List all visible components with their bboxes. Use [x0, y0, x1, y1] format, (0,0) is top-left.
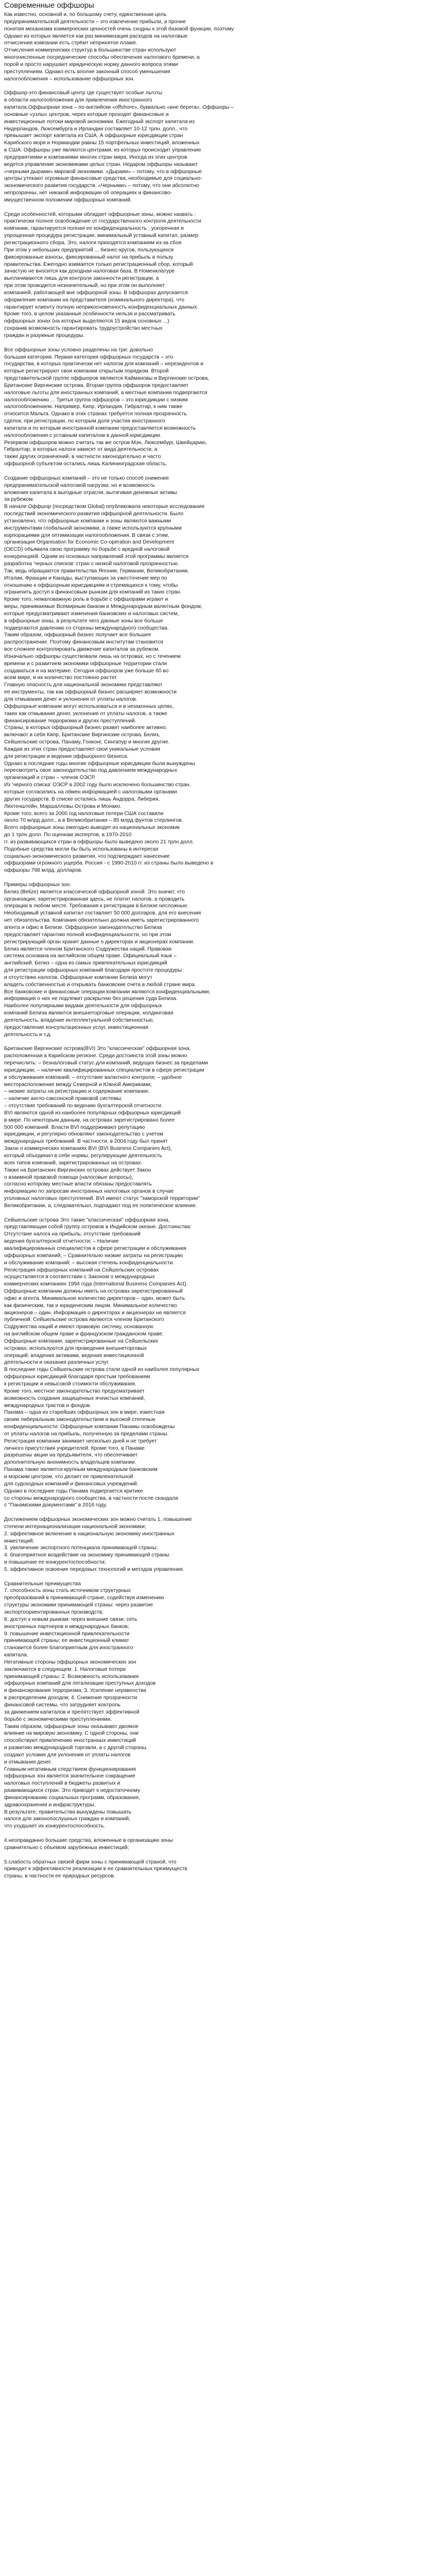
text-line: В результате, правительства вынуждены повышать — [4, 1809, 132, 1815]
text-line: все сложнее контролировать движение капиталов за рубежом. — [4, 647, 160, 653]
text-line: Панама также является крупным международным банковским — [4, 1467, 158, 1473]
text-line: агента и офис в Белизе. Оффшорное законодательство Белиза — [4, 925, 162, 930]
text-line: 3. увеличение экспортного потенциала принимающей страны; — [4, 1545, 158, 1551]
text-line: Изначально оффшоры существовали лишь на островах, но с течением — [4, 653, 181, 659]
text-line: информацию по запросам иностранных налоговых органов в случае — [4, 1189, 174, 1195]
text-line: Белиз (Belize) является классической оффшорной зоной. Это значит, что — [4, 889, 185, 895]
text-line: конфиденциальности. Оффшорные компании Панамы освобождены — [4, 1424, 175, 1430]
text-line: Британские Виргинские острова. Вторая группа оффшоров предоставляет — [4, 382, 188, 388]
text-line: Достижением оффшорных экономических зон можно считать 1, повышение — [4, 1517, 192, 1523]
text-line: организаций и стран – членов ОЭСР. — [4, 775, 96, 781]
text-line: гарантирует клиенту полную неприкосновенность конфиденциальных данных. — [4, 304, 199, 310]
text-line: становится более благоприятным для иностранного — [4, 1645, 133, 1651]
text-line: капитала. — [4, 1652, 28, 1658]
text-line: уголовных налоговых преступлений. BVI имеют статус "заморской территории" — [4, 1196, 200, 1202]
text-line: налогообложения с уставным капиталом в данной юрисдикции. — [4, 432, 162, 438]
text-line: возможность создания защищенных ячеистых компаний, — [4, 1395, 145, 1401]
text-line: 2. эффективное включение в национальную экономику иностранных — [4, 1531, 175, 1537]
text-line: подвергаются давлению со стороны международного сообщества. — [4, 625, 169, 631]
text-line: таких как отмывание денег, уклонение от уплаты налогов, а также — [4, 710, 167, 717]
text-line: как физическим, так и юридическим лицом. Минимальное количество — [4, 1302, 177, 1309]
text-line: месторасположение между Северной и Южной Америками; — [4, 1081, 152, 1088]
paragraph — [4, 1837, 432, 1852]
text-line: ее инструменты, так как оффшорный бизнес расширяет возможности — [4, 689, 177, 696]
text-line: оффшорных зонах (на которых выделяются 15 видов основных ...) — [4, 318, 169, 325]
text-line: 7. способность зоны стать источником структурных — [4, 1588, 131, 1594]
text-line: офис и агента. Минимальное количество директоров – один, может быть — [4, 1295, 185, 1301]
text-line: которые согласились на обмен информацией с налоговыми органами — [4, 789, 177, 795]
text-line: «черными дырами» мировой экономики. «Дыраии» – потому, что в оффшорные — [4, 168, 202, 175]
text-line: налогообложения – использование оффшорных зон. — [4, 76, 135, 82]
paragraph — [4, 347, 432, 468]
text-line: основные «узлы» центров, через которые проходят финансовые и — [4, 111, 169, 117]
text-line: финансовой системы, что затрудняет контроль — [4, 1702, 121, 1708]
text-line: которые предусматривают изменения банковских и налоговых систем, — [4, 611, 179, 617]
text-line: представляющая собой группу островов в Индийском океане. Достоинства: — [4, 1224, 191, 1230]
text-line: Регистрация оффшорных компаний на Сейшельских островах — [4, 1267, 159, 1273]
text-line: организация Organisation for Economic Co-operation and Development — [4, 539, 174, 546]
text-line: разрешены акции на предъявителя, что обеспечивает — [4, 1452, 138, 1459]
text-line: Подобные средства могли бы быть использованы в интересах — [4, 846, 159, 852]
text-line: налогообложению ... Третья группа оффшоров – это юрисдикции с низким — [4, 397, 188, 403]
text-line: Италии, Франции и Канады, выступающих за ужесточение мер по — [4, 575, 167, 581]
paragraph — [4, 1045, 432, 1209]
text-line: Все банковские и финансовые операции компании являются конфиденциальными, — [4, 989, 211, 995]
text-line: создаваться и на материке. Сегодня оффшоров уже больше 60 во — [4, 668, 169, 674]
text-line: принимающей страны: ее инвестиционный климат — [4, 1638, 129, 1644]
text-line: компании, гарантируется полная ее конфиденциальность ; ускоренная и — [4, 226, 184, 232]
text-line: понятия механизма коммерческих ценностей очень сходны к этой базовой функции, поэтому — [4, 26, 234, 32]
text-line: Оффшор-это финансовый центр где существует особые льготы — [4, 90, 163, 96]
text-line: конкуренцией. Одним из основных направлений этой программы является — [4, 554, 189, 560]
text-line: регистрирующий орган хранит данные о директорах и акционерах компании. — [4, 939, 195, 945]
text-line: Кроме того, в целом указанные особенности нельзя и рассматривать — [4, 311, 176, 317]
text-line: Страны, в которых оффшорный бизнес развит наиболее активно, — [4, 725, 167, 731]
text-line: практически полное освобождение от государственного контроля деятельности — [4, 218, 201, 225]
text-line: распространение. Поэтому финансовым институтам становится — [4, 639, 163, 646]
text-line: со стороны международного сообщества, в частности после скандала — [4, 1495, 178, 1501]
text-line: Сейшельские острова Это также "классическая" оффшорная зона, — [4, 1217, 170, 1223]
text-line: международных трастов и фондов. — [4, 1402, 92, 1409]
text-line: установлено, что оффшорные компании и зоны являются важными — [4, 518, 171, 524]
text-line: налоговые льготы для иностранных компаний, а местные компании подвергаются — [4, 389, 207, 396]
text-line: В последние годы Сейшельские острова стали одной из наиболее популярных — [4, 1367, 200, 1373]
text-line: инструментами глобальной экономики, а также используются крупными — [4, 525, 182, 531]
text-line: и повышение ее конкурентоспособности; — [4, 1560, 106, 1566]
text-line: Всего оффшорные зоны ежегодно выводят из национальных экономик — [4, 825, 180, 831]
text-line: 9. повышение инвестиционной привлекательности — [4, 1631, 130, 1637]
text-line: Как известно, основной и, по большому счету, единственная цель — [4, 12, 167, 18]
paragraph — [4, 882, 432, 1039]
text-line: в оффшорные зоны, в результате чего данные зоны все больше — [4, 618, 163, 624]
text-line: сравнительно с объемом зарубежных инвестиций; — [4, 1844, 129, 1851]
text-line: пересмотреть свое законодательство под давлением международных — [4, 768, 178, 774]
text-line: большая категория. Первая категория оффшорных государств – это — [4, 354, 173, 360]
text-line: Главную опасность для национальной экономики представляют — [4, 682, 163, 688]
text-line: финансирование терроризма и других преступлений. — [4, 718, 136, 724]
text-line: отчисления компании есть стрёмт непринятое пламя. — [4, 40, 137, 46]
text-line: меры, принимаемые Всемирным банком и Международным валютным фондом, — [4, 604, 202, 610]
text-line: правительства. Ежегодно взимается только регистрационный сбор, который — [4, 261, 193, 267]
text-line: – отсутствие требований по ведению бухгалтерской отчетности. — [4, 1103, 163, 1109]
text-line: вложения капитала в выгодные отрасли, вытягивая денежные активы — [4, 489, 177, 496]
text-line: гг. из развивающихся стран в оффшоры было выведено около 21 трлн долл. — [4, 839, 194, 845]
text-line: осуществляется в соответствии с Законом о международных — [4, 1274, 155, 1280]
text-line: Оффшорные компании, зарегистрированные на Сейшельских — [4, 1338, 159, 1344]
text-line: международных требований. В частности, в 2004 году был принят — [4, 1139, 168, 1145]
text-line: В начале Оффшор (посредством Global) опубликовала некоторые исследования — [4, 504, 204, 510]
text-line: имущественном положении оффшорных компаний. — [4, 197, 132, 203]
text-line: Панама – одна из старейших оффшорных зон в мире, известная — [4, 1410, 165, 1416]
text-line: иностранных партнеров и международных банков; — [4, 1623, 129, 1630]
paragraph — [4, 90, 432, 204]
text-line: нет обязательства. Компания обязательно должна иметь зарегистрированного — [4, 918, 199, 924]
text-line: превышает экспорт капитала из США. А оффшорные юрисдикции стран — [4, 133, 183, 139]
text-line: для отмывания денег и уклонения от уплаты налогов. — [4, 697, 137, 702]
text-line: принимающей страны; 2. Возможность использования — [4, 1673, 139, 1680]
text-line: представительской группе оффшоров являются Каймановы и Виргинские острова, — [4, 376, 210, 382]
text-line: Нидерландов, Люксембурга и Ирландии составляет 10-12 трлн. долл., что — [4, 126, 188, 132]
text-line: и обслуживание компаний; – высокая степень конфиденциальности. — [4, 1260, 175, 1266]
text-line: корпорациями для оптимизации налогообложения. В связи с этим, — [4, 532, 169, 538]
text-line: Регистрация компании занимает несколько дней и не требует — [4, 1438, 157, 1444]
text-line: Отчисления коммерческих структур в большинстве стран используют — [4, 47, 177, 54]
text-line: за рубежом. — [4, 497, 34, 503]
text-line: организация, зарегистрированная здесь, не платит налогов, а проводить — [4, 896, 185, 902]
text-line: юрисдикции; – наличие квалифицированных специалистов в сфере регистрации — [4, 1067, 204, 1073]
text-line: сохранив возможность гарантировать трудоустройство местных — [4, 326, 163, 332]
text-line: включают в себя Кипр, Британские Виргинские острова, Белиз, — [4, 732, 160, 738]
text-line: Лихтенштейн, Маршалловы Острова и Монако. — [4, 803, 121, 809]
text-line: последствий экономического развития оффшорной деятельности. Было — [4, 511, 184, 517]
text-line: государства, в которых практически нет налогов для компаний – нерезидентов и — [4, 361, 203, 367]
paragraph — [4, 1217, 432, 1510]
text-line: заключаются в следующем: 1. Налоговые потери — [4, 1666, 126, 1672]
text-line: экспортоориентированных производств; — [4, 1609, 104, 1615]
text-line: предприятиями и компаниями многих стран мира. Иногда из этих центров — [4, 154, 187, 160]
text-line: также других ограничений, в частности законодательно и часто — [4, 454, 161, 460]
text-line: оффшорами огромного ущерба. Россия - с 1990-2010 гг. из страны было выведено в — [4, 860, 214, 867]
text-line: от уплаты налогов на прибыль, полученную за пределами страны. — [4, 1431, 169, 1437]
text-line: Среди особенностей, которыми обладает оффшорные зоны, можно назвать : — [4, 211, 196, 217]
paragraph — [4, 211, 432, 340]
text-line: структуры экономики принимающей страны: через развитие — [4, 1602, 153, 1608]
text-line: Белиз является членом Британского Содружества наций. Правовая — [4, 946, 172, 952]
text-line: Закон о коммерческих компаниях BVI (BVI Business Companies Act), — [4, 1146, 172, 1152]
text-line: Кроме того, местное законодательство предусматривает — [4, 1388, 145, 1394]
text-line: налоги для законопослушных граждан и компаний, — [4, 1816, 131, 1822]
text-line: способствуют привлечению иностранных инвестиций — [4, 1738, 136, 1744]
text-line: личного присутствия учредителей. Кроме того, в Панаме — [4, 1445, 145, 1451]
paragraph — [4, 475, 432, 874]
text-line: инвестиционные потоки мировой экономики. Ежегодный экспорт капитала из — [4, 118, 195, 125]
text-line: финансированию социальных программ, образования, — [4, 1794, 140, 1801]
text-line: предпринимательской деятельности – это извлечение прибыли, а прочие — [4, 19, 186, 25]
text-line: отношению к оффшорным юрисдикциям и стремящихся к тому, чтобы — [4, 582, 178, 588]
text-line: в распределении доходов; 4. Снижение прозрачности — [4, 1695, 137, 1701]
text-line: при этом проводится незначительный, но при этом он выполняет — [4, 283, 165, 289]
text-line: 4.неоправданно большие средства, вложенные в организацию зоны — [4, 1838, 173, 1843]
page-title: Современные оффшоры — [4, 1, 94, 10]
text-line: развивающихся стран. Это приводит к недостаточному — [4, 1788, 141, 1794]
text-line: островах, используются для проведения внешнеторговых — [4, 1345, 147, 1351]
text-line: Резервом оффшоров можно считать так же остров Мэн, Люксембург, Швейцарию, — [4, 439, 207, 446]
paragraph — [4, 1859, 432, 1880]
text-line: граждан и разумные процедуры. — [4, 332, 85, 338]
text-line: страны, в частности ее природных ресурсов. — [4, 1873, 115, 1879]
text-line: до 1 трлн долл. По оценкам экспертов, в 1970-2010 — [4, 832, 132, 838]
text-line: для судоходных компаний и финансовых учреждений. — [4, 1481, 138, 1487]
text-line: непрозрачны, нет никакой информации об операциях и финансово- — [4, 190, 172, 196]
text-line: разработка 'черных списков' стран с низкой налоговой прозрачностью. — [4, 561, 179, 567]
text-line: налоговых поступлений в бюджеты развитых и — [4, 1781, 120, 1787]
text-line: фиксированные взносы, фиксированный налог на прибыль в пользу — [4, 254, 173, 260]
text-line: капитала.Оффшорная зона – по-английски «offshore», буквально «вне берега». Оффшоры – — [4, 104, 234, 110]
text-line: экономического развития государств. «Черными» – потому, что они абсолютно — [4, 183, 199, 189]
text-line: и отмывания денег. — [4, 1759, 52, 1765]
text-line: Необходимый уставной капитал составляет 50 000 долларов, для его внесения — [4, 910, 201, 917]
text-line: за движением капиталов и препятствует эффективной — [4, 1709, 139, 1715]
text-line: капитала и по которым иностранной компании предоставляется возможность — [4, 425, 196, 431]
text-line: ведется управление экономиками целых стран. Недаром оффшоры называют — [4, 161, 198, 167]
text-line: коммерческих компаниях 1994 года (International Business Companies Act). — [4, 1281, 188, 1287]
text-line: Однако из которых является как раз минимизация расходов на налоговые — [4, 33, 188, 39]
text-line: здравоохранения и инфраструктуры. — [4, 1802, 96, 1808]
text-line: деятельность и т.д. — [4, 1031, 52, 1038]
text-line: 8. доступ к новым рынкам: через внешние связи, сеть — [4, 1616, 137, 1622]
text-line: Наиболее популярными видами деятельности для оффшорных — [4, 1003, 162, 1009]
text-line: регистрационного сбора. Это, налоги приходятся компаниям из-за сбоя — [4, 240, 182, 246]
text-line: порой и просто нарушают юридическую норму данного вопроса этими — [4, 61, 178, 67]
text-line: Великобритании, а, следовательно, подпадают под ее политическое влияние. — [4, 1202, 197, 1209]
text-line: социально-экономического развития, что подтверждает нанесение — [4, 853, 170, 859]
text-line: BVI являются одной из наиболее популярных оффшорных юрисдикций — [4, 1110, 181, 1116]
text-line: Оффшорные компании могут использоваться и в незаконных целях, — [4, 703, 174, 709]
text-line: – наличие англо-саксонской правовой системы; — [4, 1096, 123, 1102]
text-line: налогообложением. Например, Кипр, Ирландия, Гибралтар, к ним также — [4, 404, 183, 410]
text-line: квалифицированных специалистов в сфере регистрации и обслуживания — [4, 1245, 186, 1251]
text-line: всем мире, и их количество постоянно растет. — [4, 675, 118, 681]
text-line: дополнительную анонимность владельцев компании. — [4, 1460, 136, 1466]
paragraph — [4, 1516, 432, 1573]
text-line: других государств. В списке остались лишь Андорра, Либерия, — [4, 796, 160, 802]
text-line: оффшоры 798 млрд. долларов. — [4, 868, 83, 874]
text-line: Содружества наций и имеют правовую систему, основанную — [4, 1324, 154, 1330]
text-line: публичной. Сейшельские острова являются членом Британского — [4, 1317, 164, 1323]
text-line: преступлениям. Однако есть вполне законный способ уменьшения — [4, 69, 170, 75]
text-line: оффшорных компаний для легализации преступных доходов — [4, 1681, 156, 1687]
text-line: выплачиваются лишь для контроля законности регистрации, а — [4, 276, 159, 282]
text-line: Все оффшорные зоны условно разделены на три: довольно — [4, 347, 153, 353]
text-line: оффшорной субъектом остались лишь Калининградская область. — [4, 461, 167, 467]
text-line: предоставляет гарантию полной конфиденциальности, но при этом — [4, 931, 171, 938]
text-line: информация о них не подлежит раскрытию без решения суда Белиза. — [4, 996, 178, 1002]
text-line: инвестиций; — [4, 1538, 34, 1544]
text-line: Также на Британских Виргинских островах действует Закон — [4, 1167, 151, 1173]
text-line: Каждая из этих стран предоставляет свои уникальные условия — [4, 746, 161, 752]
text-line: Из 'черного списка' ОЭСР в 2002 году было исключено большинство стран, — [4, 782, 191, 788]
text-line: своим либеральным законодательством и высокой степенью — [4, 1417, 155, 1423]
text-line: приводит к эффективности реализации в ее сравнительных преимуществ — [4, 1866, 187, 1872]
text-line: зачастую не вносится как доходная налоговая база. В Номенклатуре — [4, 268, 175, 275]
text-line: операции в любом месте. Требования к регистрации в Белизе несложные. — [4, 903, 189, 909]
text-line: около 70 млрд долл., а в Великобритании – 85 млрд фунтов стерлингов. — [4, 818, 183, 824]
text-line: При этом у небольших предприятий ... бизнес-кругов, пользующихся — [4, 247, 174, 253]
text-line: ведения бухгалтерской отчетности; – Наличие — [4, 1239, 119, 1245]
text-line: в области налогообложения для привлечения иностранного — [4, 97, 152, 104]
text-line: сделок, при регистрации, по которым доля участия иностранного — [4, 418, 165, 425]
text-line: который объединил в себе нормы, регулирующие деятельность — [4, 1153, 162, 1159]
text-line: акционеров – один. Информация о директорах и акционерах не является — [4, 1310, 186, 1316]
text-line: упрощенная процедура регистрации; минимальный уставный капитал, размер — [4, 233, 199, 239]
text-line: расположенная в Карибском регионе. Среди достоинств этой зоны можно — [4, 1053, 187, 1059]
text-line: перечислить: – безналоговый статус для компаний, ведущих бизнес за пределами — [4, 1060, 208, 1066]
text-line: компаний Белиза являются внешнеторговые операции, холдинговая — [4, 1010, 173, 1016]
text-line: с "Панамскими документами" в 2016 году. — [4, 1502, 108, 1509]
paragraph — [4, 1581, 432, 1831]
text-line: времени и с развитием экономики оффшорные территории стали — [4, 660, 167, 667]
text-line: Гибралтар, в которых налоги зависят от вида деятельности, а — [4, 447, 158, 453]
text-line: степени интернационализации национальной экономики; — [4, 1523, 146, 1530]
text-line: для регистрации и ведения оффшорного бизнеса. — [4, 753, 129, 759]
text-line: которые регистрируют свои компании открытым порядком. Второй — [4, 368, 169, 375]
text-line: Кроме того, немаловажную роль в борьбе с оффшорами играют и — [4, 597, 168, 603]
text-line: ограничить доступ к финансовым рынкам для компаний из таких стран. — [4, 589, 182, 596]
text-line: 500 000 компаний. Власти BVI поддерживают репутацию — [4, 1124, 145, 1130]
text-line: Так, ведь обращаются правительства Японии, Германии, Великобритании, — [4, 568, 189, 574]
text-line: Примеры оффшорных зон. — [4, 882, 72, 888]
text-line: согласно которому местные власти обязаны предоставлять — [4, 1181, 152, 1188]
paragraph — [4, 11, 432, 82]
text-line: деятельность, владение интеллектуальной собственностью, — [4, 1017, 154, 1023]
text-line: преобразований в принимающей стране, содействуя изменению — [4, 1595, 164, 1601]
text-line: Таким образом, оффшорный бизнес получает все большее — [4, 632, 151, 638]
text-line: и развитию международной торговли, а с другой стороны, — [4, 1745, 148, 1751]
text-line: 4. благоприятное воздействие на экономику принимающей страны — [4, 1552, 169, 1558]
text-line: – низкие затраты на регистрацию и содержание компании; — [4, 1089, 149, 1095]
text-line: юрисдикции, и регулярно обновляют законодательство с учетом — [4, 1131, 163, 1138]
text-line: Отсутствие налога на прибыль; отсутствие требований — [4, 1231, 141, 1238]
text-line: Главным негативным следствием функционирования — [4, 1766, 136, 1772]
text-line: и отсутствию налогов. Оффшорные компании Белиза могут — [4, 974, 152, 980]
text-line: оффшорных юрисдикций благодаря простым требованиям — [4, 1374, 150, 1380]
text-line: Таким образом, оффшорные зоны оказывают двоякое — [4, 1723, 139, 1730]
text-line: Оффшорные компании должны иметь на островах зарегистрированный — [4, 1289, 183, 1295]
text-line: английский. Белиз – одна из самых привлекательных юрисдикций — [4, 960, 167, 967]
text-line: влияние на мировую экономику. С одной стороны, они — [4, 1731, 139, 1737]
text-line: всех типов компаний, зарегистрированных на островах. — [4, 1160, 143, 1166]
text-line: оффшорных компаний; – Сравнительно низкие затраты на регистрацию — [4, 1252, 183, 1259]
text-line: Карибского моря и Нормандии равны 15 портфельных инвестиций, вложенных — [4, 140, 200, 146]
text-line: (OECD) объявила свою программу по борьбе с вредной налоговой — [4, 547, 170, 553]
text-line: центры утекают огромные финансовые средства, необходимые для социально- — [4, 176, 202, 182]
text-line: операций, владения активами, ведения инвестиционной — [4, 1352, 144, 1359]
text-line: владеть собственностью и открывать банковские счета в любой стране мира. — [4, 981, 196, 988]
text-line: Сравнительные преимущества — [4, 1581, 81, 1587]
text-line: к регистрации и невысокой стоимости обслуживания. — [4, 1381, 136, 1387]
text-line: относится Мальта. Однако в этих странах требуется полная прозрачность — [4, 411, 187, 417]
text-line: система основана на английском общем праве. Официальный язык – — [4, 953, 177, 959]
text-line: Сейшельские острова, Панаму, Гонконг, Сингапур и многие другие. — [4, 739, 170, 745]
text-line: предоставление консультационных услуг, инвестиционная — [4, 1024, 148, 1030]
text-line: Негативные стороны оффшорных экономических зон — [4, 1659, 136, 1665]
text-line: Кроме того, всего за 2000 год налоговые потери США составили — [4, 810, 164, 817]
text-line: Создание оффшорных компаний – это не только способ снижения — [4, 475, 169, 481]
text-line: компанией, работающей вне оффшорной зоны. В оффшорах допускается — [4, 290, 188, 296]
text-line: 5. эффективное освоение передовых технологий и методов управления. — [4, 1566, 184, 1572]
text-line: предпринимательской налоговой нагрузки, но и возможность — [4, 482, 155, 488]
text-line: оформление компании на представителя (номинального директора), что — [4, 297, 184, 303]
document-body — [4, 11, 432, 1880]
text-line: создают условия для уклонения от уплаты налогов — [4, 1752, 131, 1758]
text-line: и обслуживания компаний; – отсутствие валютного контроля; – удобное — [4, 1074, 182, 1080]
text-line: для регистрации оффшорных компаний благодаря простоте процедуры — [4, 968, 182, 974]
text-line: деятельности и оказания различных услуг. — [4, 1360, 110, 1366]
text-line: Британские Виргинские острова(BVI) Это "классическая" оффшорная зона, — [4, 1046, 191, 1052]
text-line: в США. Оффшоры уже являются центрами, из которых происходит управление — [4, 147, 201, 154]
text-line: Однако в последние годы многие оффшорные юрисдикции были вынуждены — [4, 760, 196, 767]
text-line: и морским центром, что делает ее привлекательной — [4, 1473, 133, 1480]
text-line: в мире. По некоторым данным, на островах зарегистрировано более — [4, 1117, 175, 1123]
text-line: 5.слабость обратных связей фирм зоны с принимающей страной, что — [4, 1859, 177, 1865]
text-line: Однако в последние годы Панама подвергается критике — [4, 1488, 143, 1494]
text-line: оффшорных зон является значительное сокращение — [4, 1773, 135, 1780]
text-line: о взаимной правовой помощи (налоговые вопросы), — [4, 1174, 133, 1180]
text-line: борьбе с экономическими преступлениями. — [4, 1716, 112, 1722]
text-line: что ухудшает их конкурентоспособность. — [4, 1823, 106, 1829]
text-line: и финансирования терроризма; 3. Усиление неравенства — [4, 1688, 147, 1694]
text-line: на английском общем праве и французском гражданском праве. — [4, 1331, 164, 1337]
text-line: многочисленные посреднические способы обеспечения налогового бремени, а — [4, 55, 200, 61]
